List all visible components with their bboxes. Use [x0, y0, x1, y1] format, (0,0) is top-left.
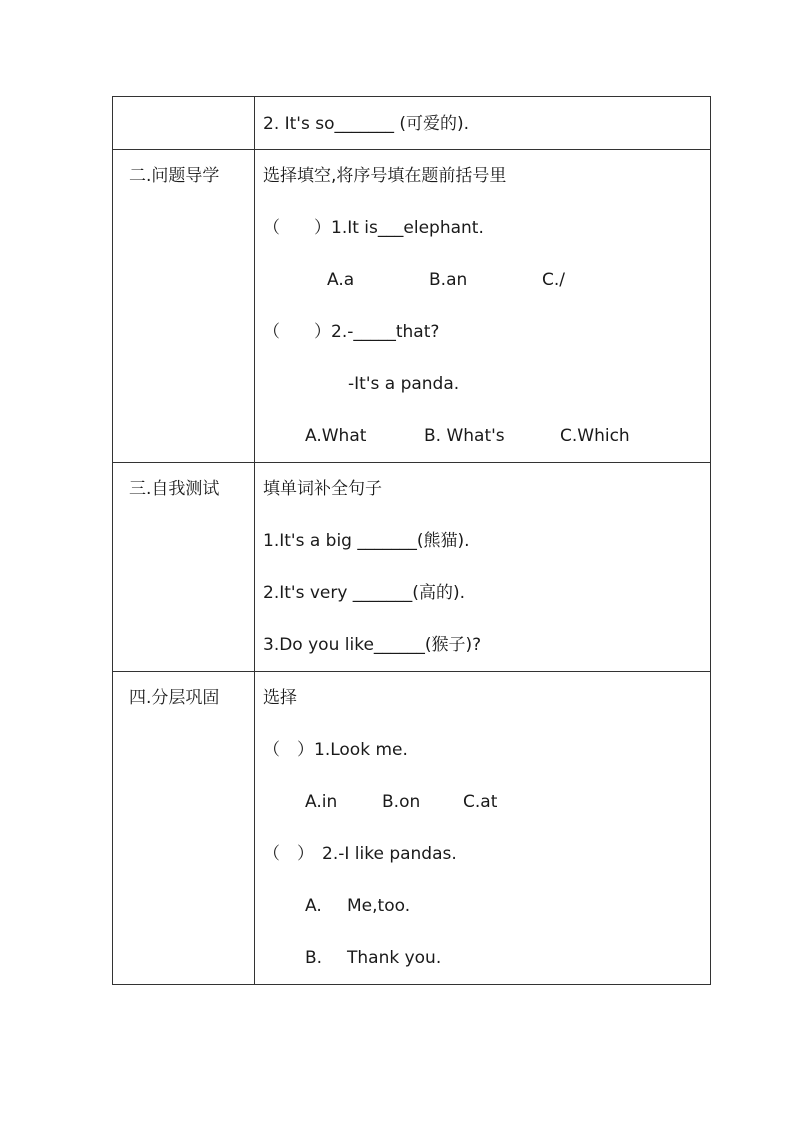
row-label-cell	[113, 463, 255, 672]
row-label-cell	[113, 150, 255, 463]
section-heading: 填单词补全句子	[263, 479, 382, 499]
answer-bracket: （ ）	[263, 844, 314, 864]
dialogue-response: -It's a panda.	[348, 374, 460, 394]
option-b: B.an	[429, 270, 468, 290]
section-heading: 选择填空,将序号填在题前括号里	[263, 166, 507, 186]
question-text: 2.-_____that?	[331, 322, 440, 342]
option-a-text: Me,too.	[347, 896, 411, 916]
option-b: B.on	[382, 792, 421, 812]
question-line	[263, 828, 710, 880]
table-row	[113, 150, 711, 463]
section-label: 三.自我测试	[129, 479, 220, 499]
question-line	[263, 202, 710, 254]
option-c: C.Which	[560, 426, 630, 446]
worksheet-table	[112, 96, 711, 985]
options-line	[263, 410, 710, 462]
question-text: 1.It is___elephant.	[331, 218, 484, 238]
row-label-cell	[113, 672, 255, 985]
row-content-cell	[255, 97, 711, 150]
row-content-cell	[255, 463, 711, 672]
row-content-cell	[255, 150, 711, 463]
option-c: C./	[542, 270, 566, 290]
table-row	[113, 97, 711, 150]
question-line: 2. It's so_______ (可爱的).	[263, 114, 470, 134]
row-label-cell	[113, 97, 255, 150]
options-line	[263, 932, 710, 984]
options-line	[263, 254, 710, 306]
question-text: 1.Look me.	[314, 740, 408, 760]
section-label: 二.问题导学	[129, 166, 220, 186]
options-line	[263, 880, 710, 932]
table-row	[113, 672, 711, 985]
option-c: C.at	[463, 792, 498, 812]
question-line: 1.It's a big _______(熊猫).	[263, 531, 470, 551]
row-content-cell	[255, 672, 711, 985]
option-b-text: Thank you.	[347, 948, 442, 968]
question-line: 2.It's very _______(高的).	[263, 583, 465, 603]
option-a-letter: A.	[305, 896, 322, 916]
option-b-letter: B.	[305, 948, 323, 968]
answer-bracket: （ ）	[263, 218, 331, 238]
answer-line	[263, 358, 710, 410]
option-a: A.What	[305, 426, 367, 446]
option-a: A.a	[327, 270, 355, 290]
section-heading: 选择	[263, 688, 297, 708]
option-b: B. What's	[424, 426, 505, 446]
answer-bracket: （ ）	[263, 322, 331, 342]
question-line: 3.Do you like______(猴子)?	[263, 635, 482, 655]
question-line	[263, 306, 710, 358]
question-text: 2.-I like pandas.	[322, 844, 457, 864]
section-label: 四.分层巩固	[129, 688, 220, 708]
question-line	[263, 724, 710, 776]
table-row	[113, 463, 711, 672]
option-a: A.in	[305, 792, 338, 812]
answer-bracket: （ ）	[263, 740, 314, 760]
options-line	[263, 776, 710, 828]
